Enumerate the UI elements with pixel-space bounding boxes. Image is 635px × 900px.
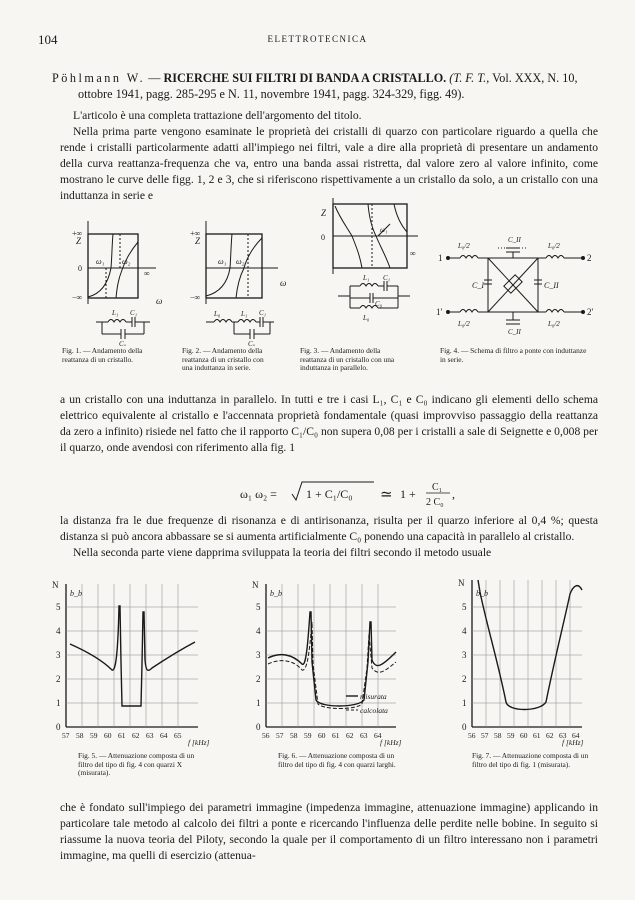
- fig1-minus-inf: −∞: [72, 293, 83, 302]
- fig7-y1: 1: [462, 698, 467, 708]
- running-title: ELETTROTECNICA: [267, 34, 368, 44]
- fig4-l02-top-right: L₀/2: [548, 242, 560, 250]
- fig3-zero: 0: [321, 233, 325, 242]
- fig5-x0: 57: [62, 731, 70, 740]
- fig5-x-unit: f [kHz]: [188, 738, 210, 747]
- top-figures: [38, 196, 608, 346]
- fig6-y4: 4: [256, 626, 261, 636]
- fig6-y3: 3: [256, 650, 261, 660]
- fig2-circuit: [206, 317, 274, 339]
- fig6-x1: 57: [276, 731, 284, 740]
- fig1-l1: L₁: [112, 309, 119, 317]
- fig5-x2: 59: [90, 731, 98, 740]
- fig7-x5: 61: [533, 731, 541, 740]
- fig5-x3: 60: [104, 731, 112, 740]
- fig7-y0: 0: [462, 722, 467, 732]
- article-title: RICERCHE SUI FILTRI DI BANDA A CRISTALLO.: [163, 71, 447, 85]
- fig1-inf: ∞: [144, 269, 150, 278]
- fig1-c0: C₀: [119, 340, 127, 346]
- fig5-x1: 58: [76, 731, 84, 740]
- fig4-cii-right: C_II: [544, 281, 559, 290]
- fig3-inf: ∞: [410, 249, 416, 258]
- body-text-2: [60, 513, 598, 561]
- fig5-y4: 4: [56, 626, 61, 636]
- fig6-y2: 2: [256, 674, 261, 684]
- fig3-caption: Fig. 3. — Andamento della reattanza di un cristallo con una induttanza in parallelo.: [300, 346, 395, 373]
- paragraph-4: la distanza fra le due frequenze di risonanza e di antirisonanza, risulta per il quarzo inferiore al 0,4 %; questa distanza si può ancora abbassare se si aumenta artificialmente C₀ ponendo una capacità in parallelo al cristallo.: [60, 514, 598, 544]
- formula-approx: ≃: [380, 487, 393, 503]
- fig5-b-label: b_b: [70, 589, 82, 598]
- fig2-z-label: Z: [195, 236, 201, 246]
- fig7-x1: 57: [481, 731, 489, 740]
- fig5-y1: 1: [56, 698, 61, 708]
- fig6-x5: 61: [332, 731, 340, 740]
- fig4-schematic: [447, 248, 585, 324]
- bottom-plots: [40, 572, 610, 747]
- fig2-plus-inf: +∞: [190, 229, 201, 238]
- fig7-y3: 3: [462, 650, 467, 660]
- fig5-x8: 65: [174, 731, 182, 740]
- fig1-zero: 0: [78, 264, 82, 273]
- fig4-cii-top: C_II: [508, 236, 521, 244]
- formula-tail: ,: [452, 487, 455, 501]
- fig7-frame: [472, 580, 582, 727]
- fig1-plus-inf: +∞: [72, 229, 83, 238]
- fig2-l1: L₁: [241, 310, 248, 318]
- fig5-x7: 64: [160, 731, 168, 740]
- fig6-x2: 58: [290, 731, 298, 740]
- fig7-x0: 56: [468, 731, 476, 740]
- fig7-y-unit: N: [458, 578, 465, 588]
- fig4-node-2p: 2': [587, 307, 594, 317]
- fig6-x4: 60: [318, 731, 326, 740]
- fig4-l02-bottom: L₀/2: [458, 320, 470, 328]
- formula-num: C₁: [432, 482, 443, 493]
- fig6-y0: 0: [256, 722, 261, 732]
- fig4-ci-left: C_I: [472, 281, 484, 290]
- fig2-c0: C₀: [248, 340, 256, 346]
- fig4-caption: Fig. 4. — Schema di filtro a ponte con induttanze in serie.: [440, 346, 587, 364]
- fig7-y5: 5: [462, 602, 467, 612]
- fig5-y0: 0: [56, 722, 61, 732]
- fig2-l0: L₀: [214, 310, 221, 318]
- fig1-w1: ω₁: [96, 257, 105, 266]
- source-journal: (T. F. T.,: [449, 71, 490, 85]
- fig2-minus-inf: −∞: [190, 293, 201, 302]
- fig5-attenuation-curve: [70, 606, 195, 706]
- paragraph-2: Nella prima parte vengono esaminate le proprietà dei cristalli di quarzo con particolare riguardo a quella che rende i cristalli particolarmente adatti all'impiego nei filtri, vale a dire alla proprietà di presentare un andamento della curva reattanza-frequenza che va, entro una banda assai ristretta, dal valore zero al valore infinito, come mostrano le curve delle figg. 1, 2 e 3, che si riferiscono rispettivamente a un cristallo da solo, a un cristallo con una induttanza in serie e: [60, 125, 598, 203]
- fig7-x3: 59: [507, 731, 515, 740]
- fig6-b-label: b_b: [270, 589, 282, 598]
- fig7-x7: 63: [559, 731, 567, 740]
- fig3-l1: L₁: [363, 274, 370, 282]
- fig2-c1: C₁: [259, 309, 267, 317]
- author: Pöhlmann W.: [52, 71, 146, 85]
- fig3-circuit: [338, 281, 410, 308]
- heading-dash: —: [145, 71, 164, 85]
- formula-lhs: ω₁ ω₂ =: [240, 487, 277, 501]
- fig7-x2: 58: [494, 731, 502, 740]
- formula-radicand: 1 + C₁/C₀: [306, 487, 353, 501]
- fig6-y-unit: N: [252, 580, 259, 590]
- fig6-y5: 5: [256, 602, 261, 612]
- fig6-x3: 59: [304, 731, 312, 740]
- paragraph-5: Nella seconda parte viene dapprima sviluppata la teoria dei filtri secondo il metodo usuale: [73, 546, 492, 560]
- fig4-node-1: 1: [438, 253, 443, 263]
- fig3-w1: ω₁: [380, 226, 388, 234]
- fig4-l02-bottom-right: L₀/2: [548, 320, 560, 328]
- fig4-cii-bottom: C_II: [508, 328, 521, 336]
- formula: [0, 480, 635, 510]
- fig5-y-unit: N: [52, 580, 59, 590]
- formula-rhs-one: 1 +: [400, 487, 416, 501]
- fig2-w1: ω₁: [218, 257, 227, 266]
- article-heading: [52, 70, 597, 102]
- formula-den: 2 C₀: [426, 497, 444, 508]
- paragraph-1: L'articolo è una completa trattazione dell'argomento del titolo.: [73, 109, 362, 122]
- fig6-x8: 64: [374, 731, 382, 740]
- fig7-caption: Fig. 7. — Attenuazione composta di un filtro del tipo di fig. 1 (misurata).: [472, 751, 589, 769]
- fig5-x4: 61: [118, 731, 126, 740]
- fig3-c0: C₀: [375, 300, 383, 308]
- page-number: 104: [38, 32, 58, 47]
- fig7-y4: 4: [462, 626, 467, 636]
- fig2-omega: ω: [280, 278, 287, 288]
- fig7-b-label: b_b: [476, 589, 488, 598]
- fig7-x8: 64: [572, 731, 580, 740]
- fig1-omega: ω: [156, 296, 163, 306]
- fig5-y5: 5: [56, 602, 61, 612]
- fig6-legend-measured: misurata: [360, 692, 387, 701]
- fig6-x0: 56: [262, 731, 270, 740]
- fig3-plot: [333, 198, 418, 274]
- fig1-c1: C₁: [130, 309, 138, 317]
- fig1-w2: ω₂: [122, 257, 131, 266]
- paragraph-6: che è fondato sull'impiego dei parametri immagine (impedenza immagine, attenuazione immagine) applicando in particolare tale metodo al calcolo dei filtri a ponte e ricercando l'influenza delle perdite nelle bobine. In seguito si riassume la nuova teoria del Piloty, secondo la quale per il comportamento di un filtro interessano non i parametri immagine, ma quelli di esercizio (attenua-: [60, 801, 598, 863]
- fig6-caption: Fig. 6. — Attenuazione composta di un filtro del tipo di fig. 4 con quarzi larghi.: [278, 751, 396, 769]
- fig6-legend-computed: calcolata: [360, 706, 388, 715]
- fig3-c1: C₁: [383, 274, 391, 282]
- fig3-l0: L₀: [363, 314, 370, 322]
- body-text-3: [60, 800, 598, 864]
- body-text-1: [60, 392, 598, 456]
- fig1-circuit: [96, 317, 150, 339]
- citation: Vol. XXX, N. 10, ottobre 1941, pagg. 285-295 e N. 11, novembre 1941, pagg. 324-329, figg. 49).: [78, 71, 578, 101]
- fig7-x4: 60: [520, 731, 528, 740]
- fig6-y1: 1: [256, 698, 261, 708]
- fig5-x5: 62: [132, 731, 140, 740]
- fig5-y3: 3: [56, 650, 61, 660]
- fig1-z-label: Z: [76, 236, 82, 246]
- fig4-node-2: 2: [587, 253, 592, 263]
- fig4-l02-top: L₀/2: [458, 242, 470, 250]
- fig7-x6: 62: [546, 731, 554, 740]
- fig4-node-1p: 1': [436, 307, 443, 317]
- fig6-x6: 62: [346, 731, 354, 740]
- fig7-x-unit: f [kHz]: [562, 738, 584, 747]
- fig5-caption: Fig. 5. — Attenuazione composta di un filtro del tipo di fig. 4 con quarzi X (misurata).: [78, 751, 195, 778]
- fig1-caption: Fig. 1. — Andamento della reattanza di un cristallo.: [62, 346, 143, 364]
- fig2-w2: ω₂: [236, 257, 245, 266]
- fig7-attenuation-curve: [478, 580, 582, 710]
- fig6-x-unit: f [kHz]: [380, 738, 402, 747]
- fig6-x7: 63: [360, 731, 368, 740]
- fig5-y2: 2: [56, 674, 61, 684]
- intro-text: [60, 108, 598, 205]
- paragraph-3: a un cristallo con una induttanza in parallelo. In tutti e tre i casi L₁, C₁ e C₀ indicano gli elementi dello schema elettrico equivalente al cristallo e l'accennata proprietà fondamentale (quasi improvviso passaggio della reattanza da zero a infinito) risiede nel fatto che il rapporto C₁/C₀ non supera 0,08 per i cristalli a sale di Seignette e 0,008 per il quarzo, onde avendosi con riferimento alla fig. 1: [60, 393, 598, 455]
- fig3-z-label: Z: [321, 208, 327, 218]
- fig7-y2: 2: [462, 674, 467, 684]
- fig5-x6: 63: [146, 731, 154, 740]
- fig2-caption: Fig. 2. — Andamento della reattanza di un cristallo con una induttanza in serie.: [182, 346, 264, 373]
